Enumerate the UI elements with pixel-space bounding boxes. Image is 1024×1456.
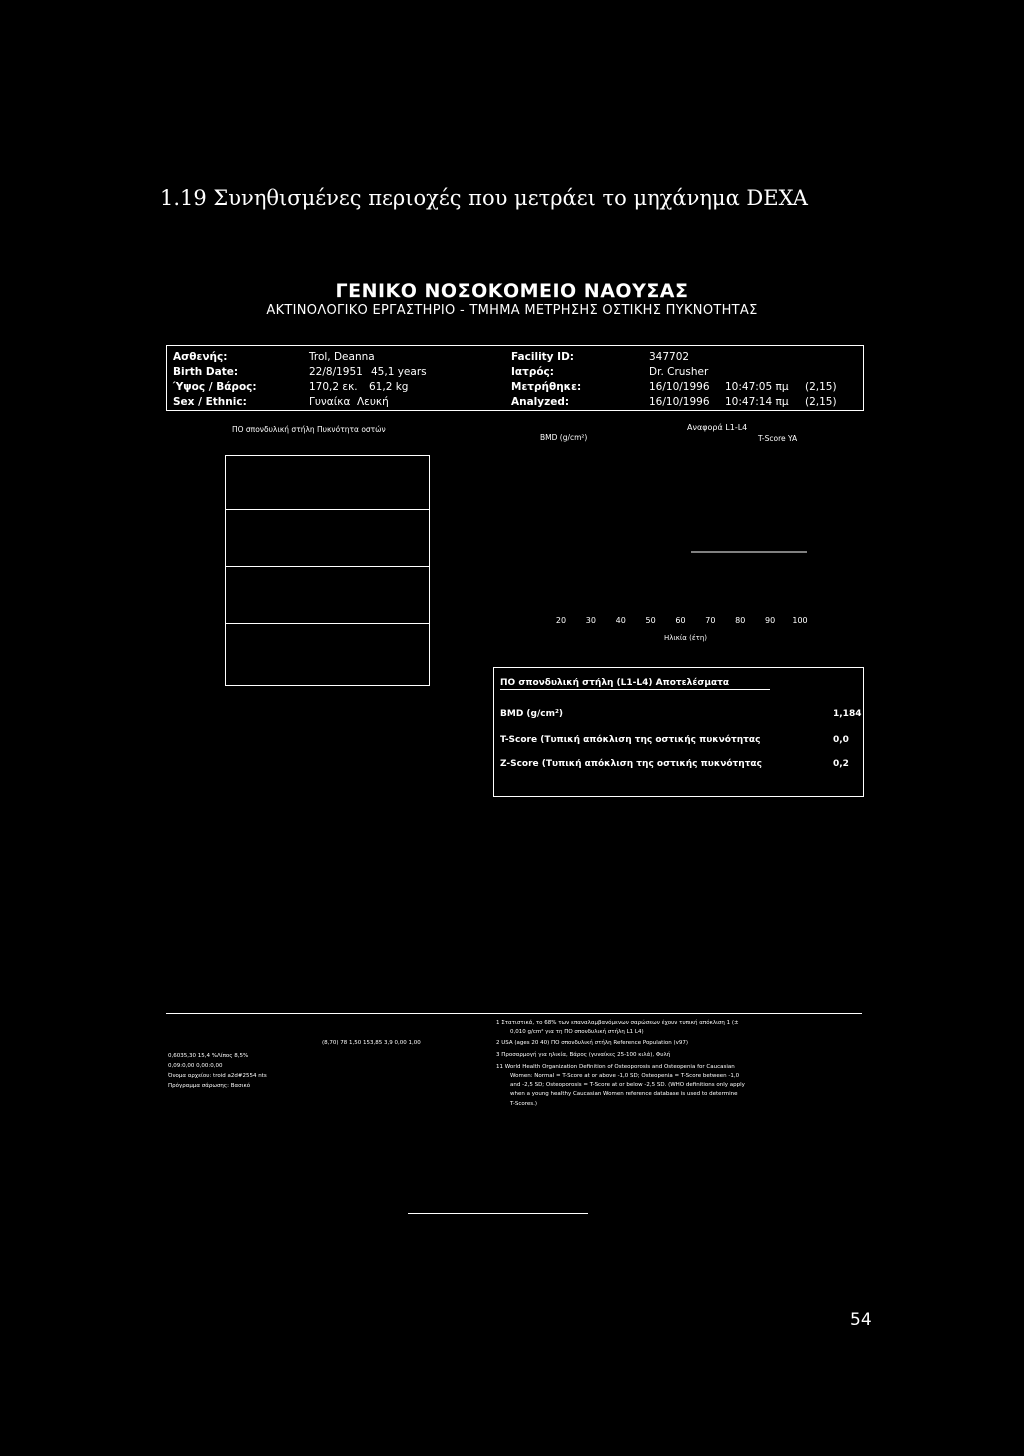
sex-ethnic-label: Sex / Ethnic: <box>173 396 247 408</box>
height: 170,2 εκ. <box>309 381 358 393</box>
x-tick-labels <box>556 616 808 625</box>
facility-label: Facility ID: <box>511 351 575 363</box>
results-box <box>493 667 864 797</box>
bmd-value: 1,184 <box>833 709 862 719</box>
analyzed-version: (2,15) <box>805 396 837 408</box>
birth-date-label: Birth Date: <box>173 366 239 378</box>
x-tick-label: 70 <box>705 616 716 625</box>
age: 45,1 years <box>371 366 427 378</box>
department-name: ΑΚΤΙΝΟΛΟΓΙΚΟ ΕΡΓΑΣΤΗΡΙΟ - ΤΜΗΜΑ ΜΕΤΡΗΣΗΣ ΟΣΤΙΚΗΣ ΠΥΚΝΟΤΗΤΑΣ <box>266 303 758 318</box>
footer-left-5: Πρόγραμμα σάρωσης: Βασικό <box>168 1083 251 1089</box>
results-title: ΠΟ σπονδυλική στήλη (L1-L4) Αποτελέσματα <box>500 678 730 688</box>
doctor: Dr. Crusher <box>649 366 709 378</box>
hospital-name: ΓΕΝΙΚΟ ΝΟΣΟΚΟΜΕΙΟ ΝΑΟΥΣΑΣ <box>335 280 689 302</box>
vertebra-divider-2 <box>225 566 430 567</box>
measured-time: 10:47:05 πμ <box>725 381 789 393</box>
weight: 61,2 kg <box>369 381 409 393</box>
image-panel-title: ΠΟ σπονδυλική στήλη Πυκνότητα οστών <box>232 425 386 434</box>
info-row-4 <box>167 395 863 411</box>
patient-name: Trol, Deanna <box>309 351 375 363</box>
patient-name-label: Ασθενής: <box>173 351 228 363</box>
doctor-label: Ιατρός: <box>511 366 554 378</box>
measured-version: (2,15) <box>805 381 837 393</box>
height-weight-label: Ύψος / Βάρος: <box>173 381 257 393</box>
page-number: 54 <box>850 1310 872 1330</box>
sex: Γυναίκα <box>309 396 351 408</box>
x-tick-label: 30 <box>585 616 596 625</box>
footer-left-4: Όνομα αρχείου: troid a2d#2554 nts <box>168 1073 267 1079</box>
bmd-label: BMD (g/cm²) <box>500 709 564 719</box>
spine-image-frame <box>225 455 430 686</box>
ethnic: Λευκή <box>357 396 389 408</box>
analyzed-label: Analyzed: <box>511 396 570 408</box>
note-1b: 0,010 g/cm² για τη ΠΟ σπονδυλική στήλη L1 L4) <box>510 1029 644 1035</box>
vertebra-divider-3 <box>225 623 430 624</box>
zscore-label: Z-Score (Τυπική απόκλιση της οστικής πυκνότητας <box>500 759 762 769</box>
patient-info-box <box>166 345 864 411</box>
x-tick-label: 20 <box>555 616 567 625</box>
zscore-value: 0,2 <box>833 759 849 769</box>
analyzed-time: 10:47:14 πμ <box>725 396 789 408</box>
x-tick-label: 40 <box>615 616 626 625</box>
chart-title: Αναφορά L1-L4 <box>687 423 748 432</box>
note-3: 3 Προσαρμογή για ηλικία, Βάρος (γυναίκες 25-100 κιλά), Φυλή <box>496 1052 671 1058</box>
analyzed-date: 16/10/1996 <box>649 396 710 408</box>
x-tick-label: 60 <box>675 616 686 625</box>
footer-left-1: (8,70) 78 1,50 153,85 3,9 0,00 1,00 <box>322 1040 421 1046</box>
tscore-label: T-Score (Τυπική απόκλιση της οστικής πυκνότητας <box>500 735 761 745</box>
note-4c: and -2,5 SD; Osteoporosis = T-Score at or below -2,5 SD. (WHO definitions only apply <box>510 1082 745 1088</box>
measured-label: Μετρήθηκε: <box>511 381 582 393</box>
bottom-rule <box>408 1213 588 1214</box>
birth-date: 22/8/1951 <box>309 366 363 378</box>
x-tick-label: 80 <box>735 616 746 625</box>
note-4b: Women: Normal = T-Score at or above -1,0 SD; Osteopenia = T-Score between -1,0 <box>510 1073 740 1079</box>
footer-divider <box>166 1013 862 1014</box>
info-row-3 <box>167 380 863 396</box>
section-heading: 1.19 Συνηθισμένες περιοχές που μετράει το μηχάνημα DEXA <box>160 186 808 210</box>
note-4d: when a young healthy Caucasian Women reference database is used to determine <box>510 1091 738 1097</box>
note-4e: T-Scores.) <box>510 1101 538 1107</box>
measured-date: 16/10/1996 <box>649 381 710 393</box>
facility-id: 347702 <box>649 351 690 363</box>
bmd-chart <box>480 410 860 655</box>
chart-ylabel: BMD (g/cm²) <box>540 433 588 442</box>
x-tick-label: 50 <box>645 616 656 625</box>
info-row-2 <box>167 365 863 381</box>
footer-left-3: 0,09:0,00 0,00:0,00 <box>168 1063 223 1069</box>
note-4a: 11 World Health Organization Definition of Osteoporosis and Osteopenia for Caucasian <box>496 1064 735 1070</box>
note-2: 2 USA (ages 20 40) ΠΟ σπονδυλική στήλη Reference Population (v97) <box>496 1040 689 1046</box>
note-1a: 1 Στατιστικά, το 68% των επαναλαμβανόμενων σαρώσεων έχουν τυπική απόκλιση 1 (± <box>496 1020 739 1026</box>
chart-xlabel: Ηλικία (έτη) <box>664 634 708 642</box>
x-tick-label: 90 <box>765 616 776 625</box>
x-tick-label: 100 <box>792 616 808 625</box>
footer-left-2: 0,6035,30 15,4 %Λίπος 8,5% <box>168 1053 249 1059</box>
vertebra-divider-1 <box>225 509 430 510</box>
chart-y2label: T-Score YA <box>758 434 798 443</box>
tscore-value: 0,0 <box>833 735 849 745</box>
info-row-1 <box>167 350 863 366</box>
